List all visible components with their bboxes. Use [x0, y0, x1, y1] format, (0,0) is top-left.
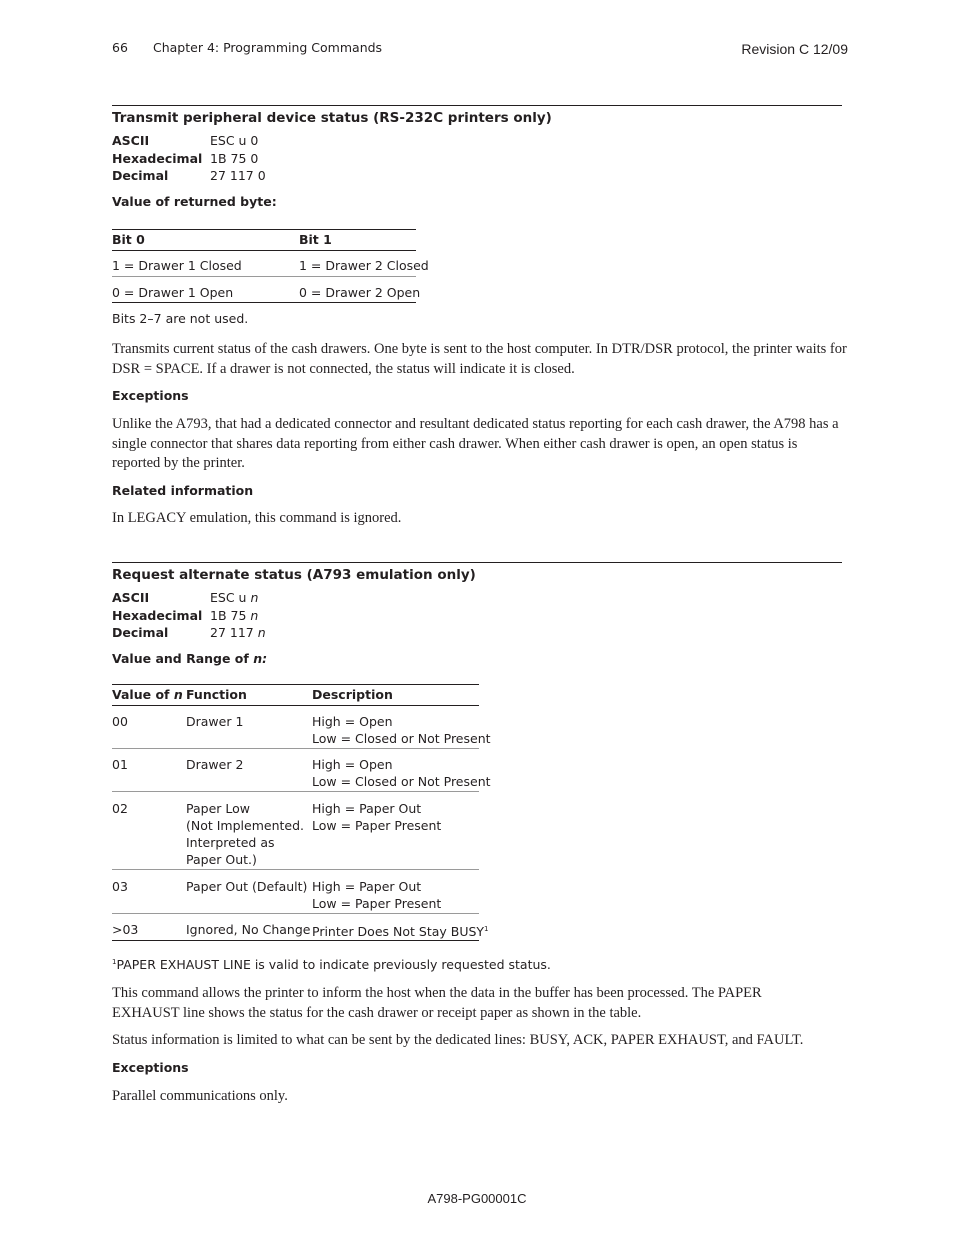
table-cell-description: High = Open [312, 757, 393, 772]
table-row-rule [112, 791, 479, 792]
table-header-bit1: Bit 1 [299, 232, 332, 247]
exceptions-paragraph: Unlike the A793, that had a dedicated connector and resultant dedicated status reporting for each cash drawer, the A798 has a single connector that shares data reporting from either cash drawer. When either cash drawer is open, an open status is reported by the printer. [112, 416, 839, 471]
table-cell: 1 = Drawer 2 Closed [299, 258, 429, 273]
table-header-bit0: Bit 0 [112, 232, 145, 247]
table-cell: 0 = Drawer 2 Open [299, 285, 421, 300]
table-bottom-rule [112, 302, 416, 303]
table-cell-function: Interpreted as [186, 835, 275, 850]
exceptions-heading: Exceptions [112, 1060, 189, 1075]
related-heading: Related information [112, 483, 254, 498]
command-row-decimal: Decimal 27 117 n [112, 625, 266, 640]
table-cell-value: 01 [112, 757, 128, 772]
table-cell-value: 03 [112, 879, 128, 894]
table-cell-description: Low = Closed or Not Present [312, 731, 491, 746]
table-top-rule [112, 229, 416, 230]
revision-label: Revision C 12/09 [741, 41, 848, 57]
chapter-title: Chapter 4: Programming Commands [153, 40, 383, 55]
table-cell: 0 = Drawer 1 Open [112, 285, 234, 300]
table-cell-description: High = Open [312, 714, 393, 729]
table-row-rule [112, 869, 479, 870]
section-title: Transmit peripheral device status (RS-232C printers only) [112, 110, 552, 126]
table-cell-function: (Not Implemented. [186, 818, 304, 833]
related-paragraph: In LEGACY emulation, this command is ignored. [112, 510, 402, 526]
table-cell: 1 = Drawer 1 Closed [112, 258, 242, 273]
table-header-value: Value of n [112, 687, 183, 702]
table-cell-function: Drawer 1 [186, 714, 244, 729]
table-cell-function: Paper Out.) [186, 852, 257, 867]
table-header-rule [112, 250, 416, 251]
exceptions-paragraph: Parallel communications only. [112, 1088, 288, 1104]
table-cell-description: High = Paper Out [312, 801, 422, 816]
table-row-rule [112, 276, 416, 277]
returned-byte-label: Value of returned byte: [112, 194, 277, 209]
body-paragraph: This command allows the printer to inform the host when the data in the buffer has been processed. The PAPER EXHAUST line shows the status for the cash drawer or receipt paper as shown in the table. [112, 985, 762, 1021]
table-header-function: Function [186, 687, 247, 702]
body-paragraph: Transmits current status of the cash drawers. One byte is sent to the host computer. In DTR/DSR protocol, the printer waits for DSR = SPACE. If a drawer is not connected, the status will indicate it is closed. [112, 341, 847, 377]
table-header-description: Description [312, 687, 393, 702]
command-codes [112, 133, 266, 186]
command-row-hex: Hexadecimal 1B 75 0 [112, 150, 259, 166]
command-row-ascii: ASCII ESC u 0 [112, 133, 259, 148]
section-divider [112, 562, 842, 563]
exceptions-heading: Exceptions [112, 388, 189, 403]
table-cell-description: Low = Paper Present [312, 818, 442, 833]
table-cell-description: Low = Paper Present [312, 896, 442, 911]
table-row-rule [112, 748, 479, 749]
footnote-marker: 1 [484, 925, 489, 933]
command-row-hex: Hexadecimal 1B 75 n [112, 607, 259, 623]
table-cell-description: Printer Does Not Stay BUSY$^1$ [312, 924, 489, 939]
command-codes [112, 590, 266, 643]
command-row-decimal: Decimal 27 117 0 [112, 168, 266, 183]
table-cell-description: Low = Closed or Not Present [312, 774, 491, 789]
footer-doc-id: A798-PG00001C [427, 1191, 527, 1206]
page-number: 66 [112, 40, 128, 55]
range-label: Value and Range of n: [112, 651, 268, 666]
table-cell-function: Drawer 2 [186, 757, 244, 772]
table-top-rule [112, 684, 479, 685]
bits-note: Bits 2–7 are not used. [112, 311, 249, 326]
table-cell-value: >03 [112, 922, 139, 937]
body-paragraph: Status information is limited to what can be sent by the dedicated lines: BUSY, ACK, PAPER EXHAUST, and FAULT. [112, 1032, 804, 1048]
table-cell-value: 00 [112, 714, 128, 729]
table-cell-value: 02 [112, 801, 128, 816]
section-title: Request alternate status (A793 emulation only) [112, 567, 476, 583]
table-bottom-rule [112, 940, 479, 941]
command-row-ascii: ASCII ESC u n [112, 590, 259, 605]
table-cell-description: High = Paper Out [312, 879, 422, 894]
footnote: $^1$PAPER EXHAUST LINE is valid to indicate previously requested status. [112, 957, 551, 972]
table-row-rule [112, 913, 479, 914]
table-cell-function: Paper Low [186, 801, 250, 816]
table-cell-function: Paper Out (Default) [186, 879, 308, 894]
table-header-rule [112, 705, 479, 706]
table-cell-function: Ignored, No Change [186, 922, 311, 937]
section-divider [112, 105, 842, 106]
